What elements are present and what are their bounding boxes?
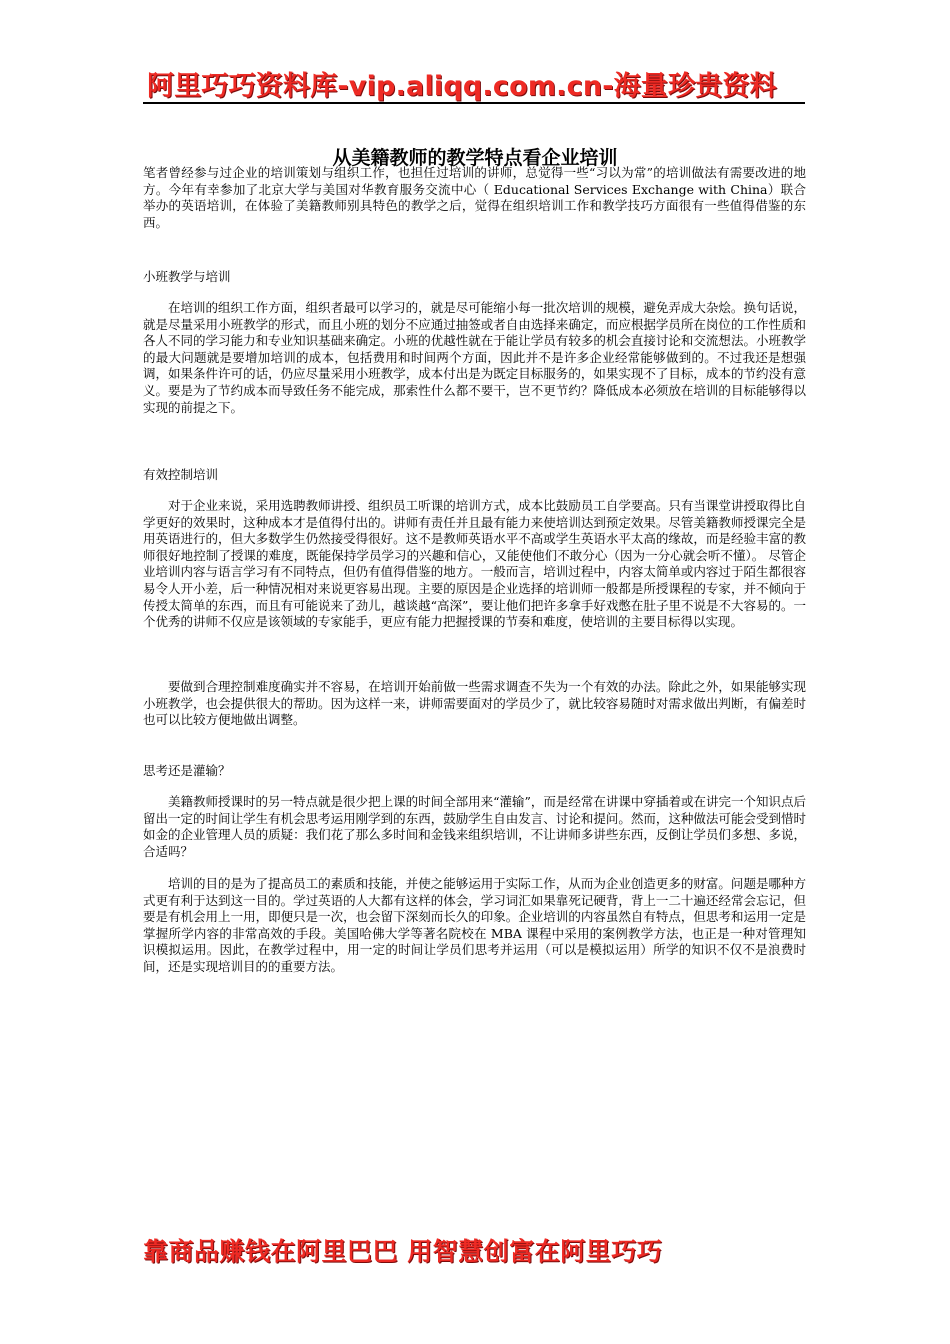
paragraph: 要做到合理控制难度确实并不容易，在培训开始前做一些需求调查不失为一个有效的办法。除此之外，如果能够实现小班教学，也会提供很大的帮助。因为这样一来，讲师需要面对的学员少了，就比较容易随时对需求做出判断，有偏差时也可以比较方便地做出调整。 bbox=[143, 679, 806, 728]
section-heading-small-class: 小班教学与培训 bbox=[143, 269, 231, 284]
intro-paragraph bbox=[143, 165, 806, 231]
section-body-small-class bbox=[143, 300, 806, 416]
section-body-effective-control-2 bbox=[143, 679, 806, 729]
section-heading-effective-control: 有效控制培训 bbox=[143, 467, 219, 482]
section-body-effective-control bbox=[143, 498, 806, 631]
paragraph: 对于企业来说，采用选聘教师讲授、组织员工听课的培训方式，成本比鼓励员工自学要高。只有当课堂讲授取得比自学更好的效果时，这种成本才是值得付出的。讲师有责任并且最有能力来使培训达到预定效果。尽管美籍教师授课完全是用英语进行的，但大多数学生仍然接受得很好。这不是教师英语水平不高或学生英语水平太高的缘故，而是经验丰富的教师很好地控制了授课的难度，既能保持学员学习的兴趣和信心，又能使他们不敢分心（因为一分心就会听不懂）。 尽管企业培训内容与语言学习有不同特点，但仍有值得借鉴的地方。一般而言，培训过程中，内容太简单或内容过于陌生都很容易令人开小差，后一种情况相对来说更容易出现。主要的原因是企业选择的培训师一般都是所授课程的专家，并不倾向于传授太简单的东西，而且有可能说来了劲儿，越谈越“高深”，要让他们把许多拿手好戏憋在肚子里不说是不大容易的。一个优秀的讲师不仅应是该领域的专家能手，更应有能力把握授课的节奏和难度，使培训的主要目标得以实现。 bbox=[143, 498, 806, 630]
intro-text: 笔者曾经参与过企业的培训策划与组织工作，也担任过培训的讲师，总觉得一些“习以为常”的培训做法有需要改进的地方。今年有幸参加了北京大学与美国对华教育服务交流中心（ Educational Services Exchange with China）联合举办的英语培训，在体验了美籍教师别具特色的教学之后，觉得在组织培训工作和教学技巧方面很有一些值得借鉴的东西。 bbox=[143, 165, 806, 230]
section-body-think-or-instill-2 bbox=[143, 876, 806, 976]
page-title: 从美籍教师的教学特点看企业培训 bbox=[332, 147, 618, 169]
footer-banner: 靠商品赚钱在阿里巴巴 用智慧创富在阿里巧巧 bbox=[143, 1237, 663, 1266]
header-banner bbox=[143, 62, 805, 104]
paragraph: 在培训的组织工作方面，组织者最可以学习的，就是尽可能缩小每一批次培训的规模，避免弄成大杂烩。换句话说，就是尽量采用小班教学的形式，而且小班的划分不应通过抽签或者自由选择来确定，而应根据学员所在岗位的工作性质和各人不同的学习能力和专业知识基础来确定。小班的优越性就在于能让学员有较多的机会直接讨论和交流想法。小班教学的最大问题就是要增加培训的成本，包括费用和时间两个方面，因此并不是许多企业经常能够做到的。不过我还是想强调，如果条件许可的话，仍应尽量采用小班教学，成本付出是为既定目标服务的，如果实现不了目标，成本的节约没有意义。要是为了节约成本而导致任务不能完成，那索性什么都不要干，岂不更节约？降低成本必须放在培训的目标能够得以实现的前提之下。 bbox=[143, 300, 806, 415]
paragraph: 美籍教师授课时的另一特点就是很少把上课的时间全部用来“灌输”，而是经常在讲课中穿插着或在讲完一个知识点后留出一定的时间让学生有机会思考运用刚学到的东西，鼓励学生自由发言、讨论和提问。然而，这种做法可能会受到惜时如金的企业管理人员的质疑：我们花了那么多时间和金钱来组织培训，不让讲师多讲些东西，反倒让学员们多想、多说，合适吗？ bbox=[143, 794, 806, 859]
section-heading-think-or-instill: 思考还是灌输？ bbox=[143, 763, 231, 778]
section-body-think-or-instill bbox=[143, 794, 806, 860]
header-banner-text: 阿里巧巧资料库-vip.aliqq.com.cn-海量珍贵资料 bbox=[147, 71, 777, 102]
paragraph: 培训的目的是为了提高员工的素质和技能，并使之能够运用于实际工作，从而为企业创造更多的财富。问题是哪种方式更有利于达到这一目的。学过英语的人大都有这样的体会，学习词汇如果靠死记硬背，背上一二十遍还经常会忘记，但要是有机会用上一用，即便只是一次，也会留下深刻而长久的印象。企业培训的内容虽然自有特点，但思考和运用一定是掌握所学内容的非常高效的手段。美国哈佛大学等著名院校在 MBA 课程中采用的案例教学方法，也正是一种对管理知识模拟运用。因此，在教学过程中，用一定的时间让学员们思考并运用（可以是模拟运用）所学的知识不仅不是浪费时间，还是实现培训目的的重要方法。 bbox=[143, 876, 806, 974]
